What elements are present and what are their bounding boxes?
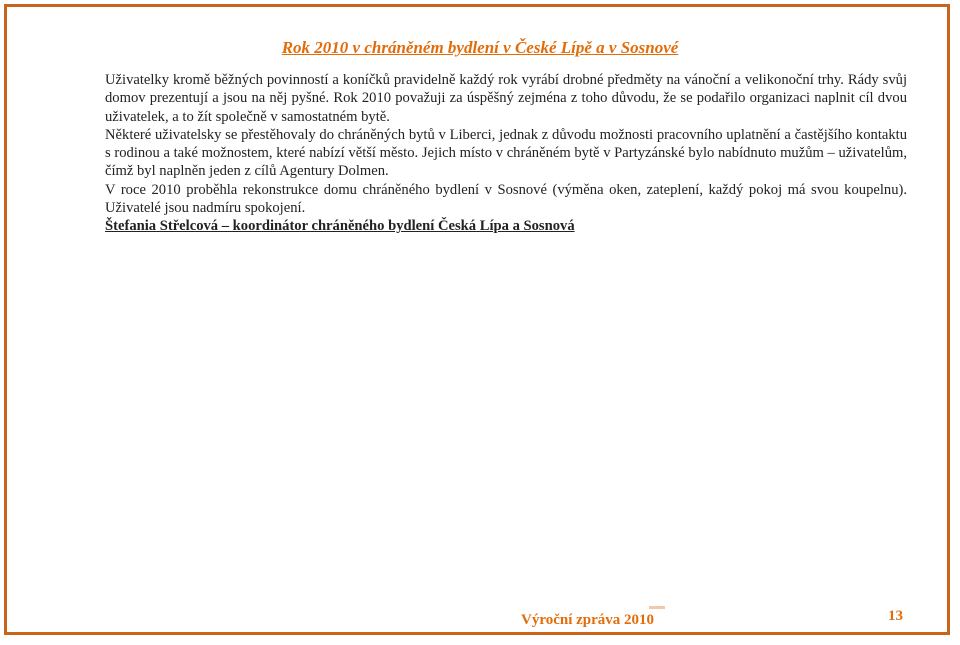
paragraph: Uživatelky kromě běžných povinností a koníčků pravidelně každý rok vyrábí drobné předměty na vánoční a velikonoční trhy. Rády svůj domov prezentují a jsou na něj pyšné. Rok 2010 považuji za úspěšný zejména z toho důvodu, že se podařilo organizaci naplnit cíl dvou uživatelek, a to žít společně v samostatném bytě.: [105, 72, 907, 125]
page-title: Rok 2010 v chráněném bydlení v České Lípě a v Sosnové: [281, 38, 679, 57]
page-number: 13: [888, 608, 903, 624]
body-text: [105, 71, 907, 236]
paragraph: V roce 2010 proběhla rekonstrukce domu chráněného bydlení v Sosnové (výměna oken, zateplení, každý pokoj má svou koupelnu). Uživatelé jsou nadmíru spokojení.: [105, 181, 907, 217]
footer-report-title: Výroční zpráva 2010: [521, 612, 655, 628]
signature: Štefania Střelcová – koordinátor chráněného bydlení Česká Lípa a Sosnová: [105, 218, 575, 235]
paragraph: Některé uživatelsky se přestěhovaly do chráněných bytů v Liberci, jednak z důvodu možnosti pracovního uplatnění a častějšího kontaktu s rodinou a také možnostem, které nabízí větší město. Jejich místo v chráněném bytě v Partyzánské bylo nabídnuto mužům – uživatelům, čímž byl naplněn jeden z cílů Agentury Dolmen.: [105, 126, 907, 180]
footer-logo-mark: [649, 606, 665, 609]
